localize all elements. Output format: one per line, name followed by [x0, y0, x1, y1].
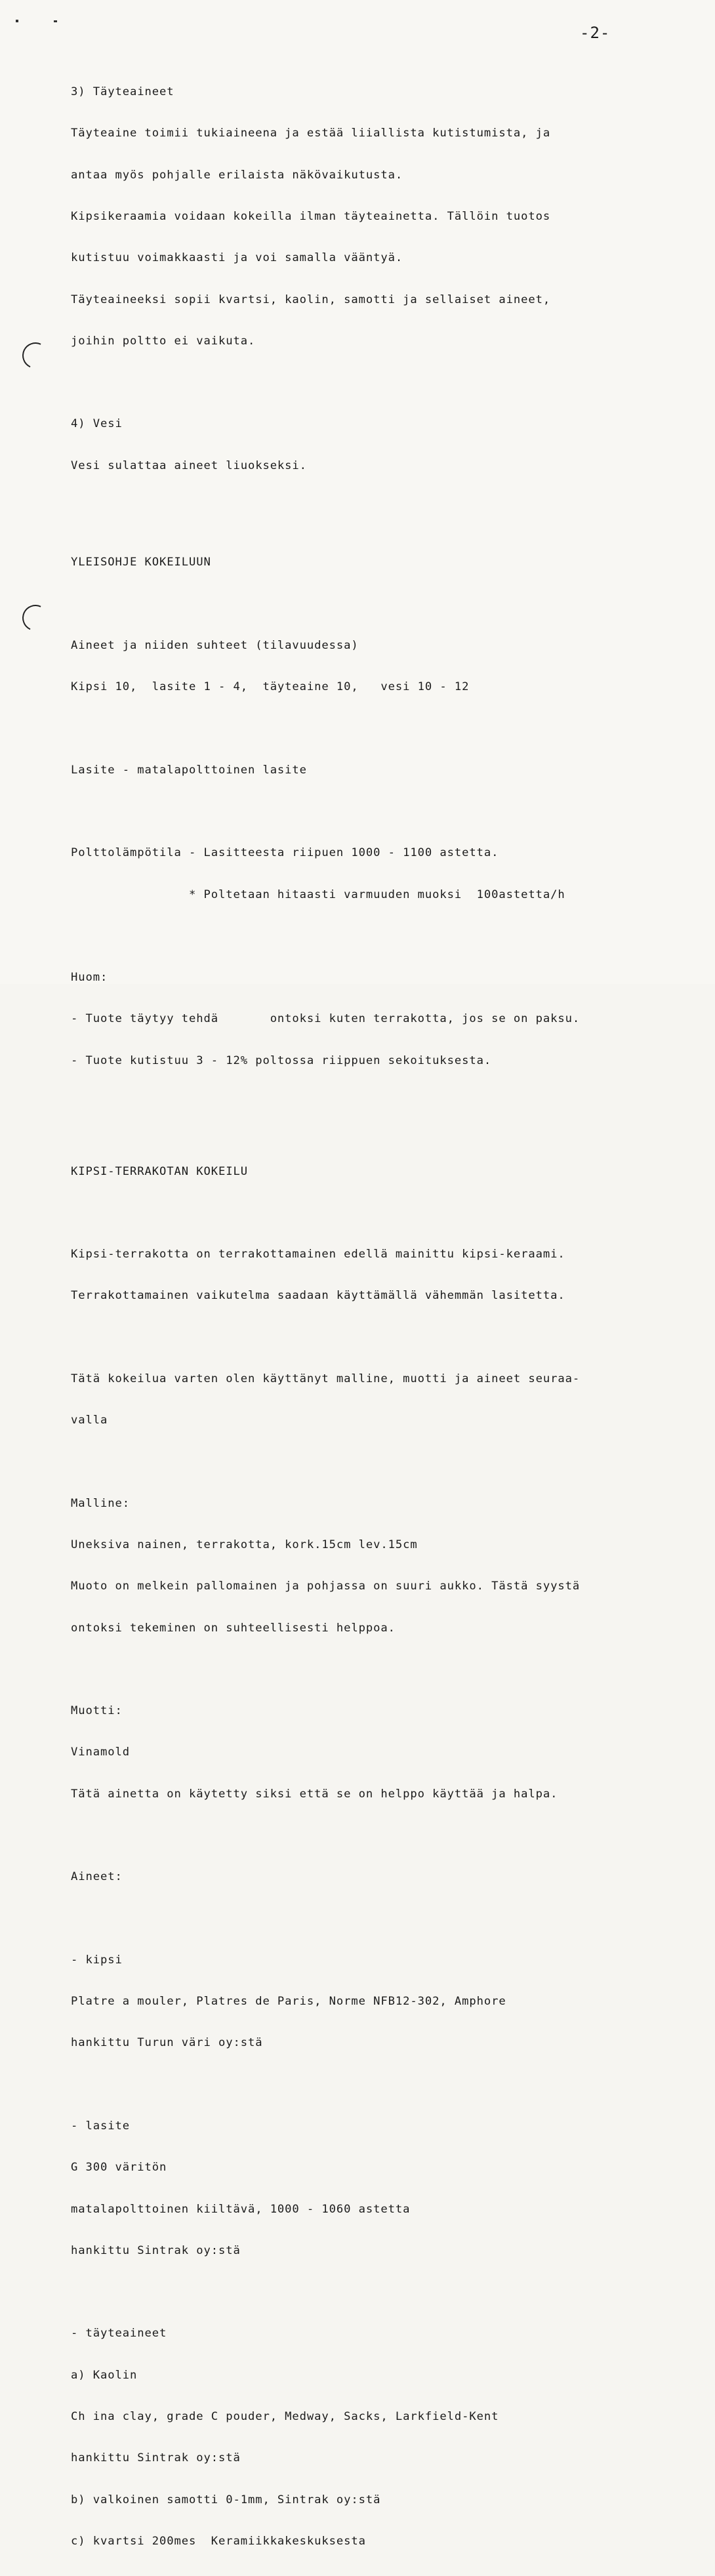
section-heading: 4) Vesi	[71, 417, 123, 431]
section-heading: KIPSI-TERRAKOTAN KOKEILU	[71, 1164, 248, 1178]
text-line: Tätä ainetta on käytetty siksi että se on helppo käyttää ja halpa.	[71, 1787, 558, 1801]
subheading: Malline:	[71, 1496, 130, 1510]
text-line: hankittu Sintrak oy:stä	[71, 2243, 241, 2257]
text-line: Vinamold	[71, 1746, 130, 1759]
document-body	[71, 58, 661, 2576]
punch-hole-mark	[18, 338, 52, 372]
text-line: joihin poltto ei vaikuta.	[71, 334, 256, 348]
text-line: Tätä kokeilua varten olen käyttänyt malline, muotti ja aineet seuraa-	[71, 1372, 581, 1385]
text-line: Kipsikeraamia voidaan kokeilla ilman täyteainetta. Tällöin tuotos	[71, 210, 551, 224]
text-line: - Tuote täytyy tehdä ontoksi kuten terrakotta, jos se on paksu.	[71, 1012, 581, 1026]
text-line: hankittu Sintrak oy:stä	[71, 2451, 241, 2465]
text-line: - täyteaineet	[71, 2327, 167, 2341]
text-line: valla	[71, 1414, 108, 1427]
text-line: Terrakottamainen vaikutelma saadaan käyttämällä vähemmän lasitetta.	[71, 1289, 565, 1303]
text-line: Täyteaine toimii tukiaineena ja estää liiallista kutistumista, ja	[71, 127, 551, 140]
text-line: Uneksiva nainen, terrakotta, kork.15cm lev.15cm	[71, 1538, 418, 1552]
text-line: hankittu Turun väri oy:stä	[71, 2036, 263, 2050]
text-line: a) Kaolin	[71, 2368, 138, 2382]
text-line: antaa myös pohjalle erilaista näkövaikutusta.	[71, 168, 403, 182]
text-line: Muoto on melkein pallomainen ja pohjassa on suuri aukko. Tästä syystä	[71, 1580, 581, 1593]
text-line: Lasite - matalapolttoinen lasite	[71, 763, 307, 777]
text-line: Ch ina clay, grade C pouder, Medway, Sacks, Larkfield-Kent	[71, 2409, 499, 2423]
text-line: Aineet ja niiden suhteet (tilavuudessa)	[71, 638, 359, 652]
scan-speck	[16, 20, 18, 22]
text-line: Vesi sulattaa aineet liuokseksi.	[71, 459, 307, 472]
subheading: Aineet:	[71, 1870, 123, 1884]
text-line: Kipsi 10, lasite 1 - 4, täyteaine 10, vesi 10 - 12	[71, 680, 470, 694]
section-heading: 3) Täyteaineet	[71, 85, 174, 99]
subheading: Muotti:	[71, 1704, 123, 1718]
page-number: -2-	[580, 24, 611, 42]
scan-speck	[54, 20, 57, 22]
text-line: c) kvartsi 200mes Keramiikkakeskuksesta	[71, 2534, 366, 2548]
text-line: G 300 väritön	[71, 2161, 167, 2175]
section-heading: YLEISOHJE KOKEILUUN	[71, 556, 211, 569]
text-line: Platre a mouler, Platres de Paris, Norme NFB12-302, Amphore	[71, 1995, 506, 2009]
note-heading: Huom:	[71, 971, 108, 985]
text-line: Polttolämpötila - Lasitteesta riipuen 1000 - 1100 astetta.	[71, 846, 499, 860]
text-line: Kipsi-terrakotta on terrakottamainen edellä mainittu kipsi-keraami.	[71, 1248, 565, 1261]
text-line: - lasite	[71, 2119, 130, 2133]
text-line: * Poltetaan hitaasti varmuuden muoksi 100astetta/h	[71, 888, 565, 901]
text-line: ontoksi tekeminen on suhteellisesti helppoa.	[71, 1621, 396, 1635]
text-line: Täyteaineeksi sopii kvartsi, kaolin, samotti ja sellaiset aineet,	[71, 293, 551, 306]
text-line: - Tuote kutistuu 3 - 12% poltossa riippuen sekoituksesta.	[71, 1053, 492, 1067]
punch-hole-mark	[18, 601, 52, 634]
text-line: kutistuu voimakkaasti ja voi samalla vääntyä.	[71, 251, 403, 265]
text-line: - kipsi	[71, 1953, 123, 1967]
text-line: matalapolttoinen kiiltävä, 1000 - 1060 astetta	[71, 2202, 411, 2216]
text-line: b) valkoinen samotti 0-1mm, Sintrak oy:stä	[71, 2493, 381, 2506]
